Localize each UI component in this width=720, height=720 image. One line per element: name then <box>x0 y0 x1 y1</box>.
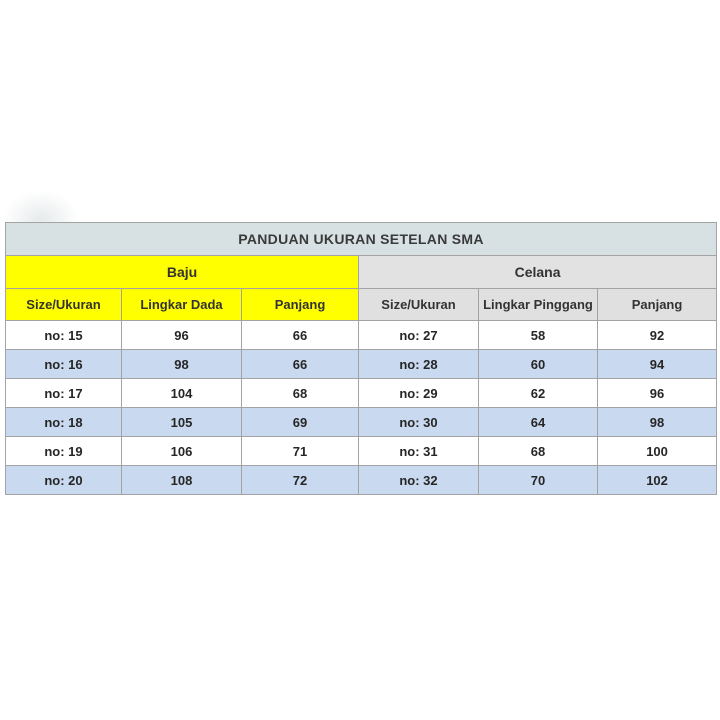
table-cell: 72 <box>242 466 359 495</box>
table-cell: 94 <box>598 350 717 379</box>
table-cell: no: 19 <box>6 437 122 466</box>
group-header-baju: Baju <box>6 256 359 289</box>
column-header-celana-size: Size/Ukuran <box>359 289 479 321</box>
table-cell: no: 30 <box>359 408 479 437</box>
table-cell: 68 <box>242 379 359 408</box>
column-header-baju-lingkar-dada: Lingkar Dada <box>122 289 242 321</box>
table-row <box>6 437 717 466</box>
table-cell: 70 <box>479 466 598 495</box>
table-cell: no: 27 <box>359 321 479 350</box>
table-cell: 62 <box>479 379 598 408</box>
table-cell: no: 20 <box>6 466 122 495</box>
table-cell: no: 17 <box>6 379 122 408</box>
table-cell: 66 <box>242 321 359 350</box>
column-header-row <box>6 289 717 321</box>
table-cell: 69 <box>242 408 359 437</box>
table-cell: 66 <box>242 350 359 379</box>
table-cell: 68 <box>479 437 598 466</box>
table-cell: 58 <box>479 321 598 350</box>
size-guide-table <box>5 222 717 495</box>
table-row <box>6 350 717 379</box>
table-cell: no: 29 <box>359 379 479 408</box>
table-cell: no: 18 <box>6 408 122 437</box>
table-cell: 64 <box>479 408 598 437</box>
table-cell: 98 <box>122 350 242 379</box>
table-cell: no: 32 <box>359 466 479 495</box>
table-cell: 96 <box>122 321 242 350</box>
table-cell: 106 <box>122 437 242 466</box>
column-header-celana-panjang: Panjang <box>598 289 717 321</box>
table-cell: 104 <box>122 379 242 408</box>
table-cell: 60 <box>479 350 598 379</box>
table-cell: 105 <box>122 408 242 437</box>
group-header-celana: Celana <box>359 256 717 289</box>
table-title: PANDUAN UKURAN SETELAN SMA <box>6 223 717 256</box>
table-cell: no: 28 <box>359 350 479 379</box>
table-cell: no: 31 <box>359 437 479 466</box>
table-row <box>6 321 717 350</box>
size-table-body <box>6 321 717 495</box>
table-row <box>6 408 717 437</box>
table-cell: 98 <box>598 408 717 437</box>
table-row <box>6 379 717 408</box>
table-cell: 102 <box>598 466 717 495</box>
table-cell: no: 16 <box>6 350 122 379</box>
table-cell: 108 <box>122 466 242 495</box>
title-row <box>6 223 717 256</box>
size-table-head <box>6 223 717 321</box>
table-cell: 96 <box>598 379 717 408</box>
column-header-celana-lingkar-pinggang: Lingkar Pinggang <box>479 289 598 321</box>
table-row <box>6 466 717 495</box>
column-header-baju-panjang: Panjang <box>242 289 359 321</box>
column-header-baju-size: Size/Ukuran <box>6 289 122 321</box>
table-cell: no: 15 <box>6 321 122 350</box>
table-cell: 100 <box>598 437 717 466</box>
group-header-row <box>6 256 717 289</box>
table-cell: 71 <box>242 437 359 466</box>
table-cell: 92 <box>598 321 717 350</box>
